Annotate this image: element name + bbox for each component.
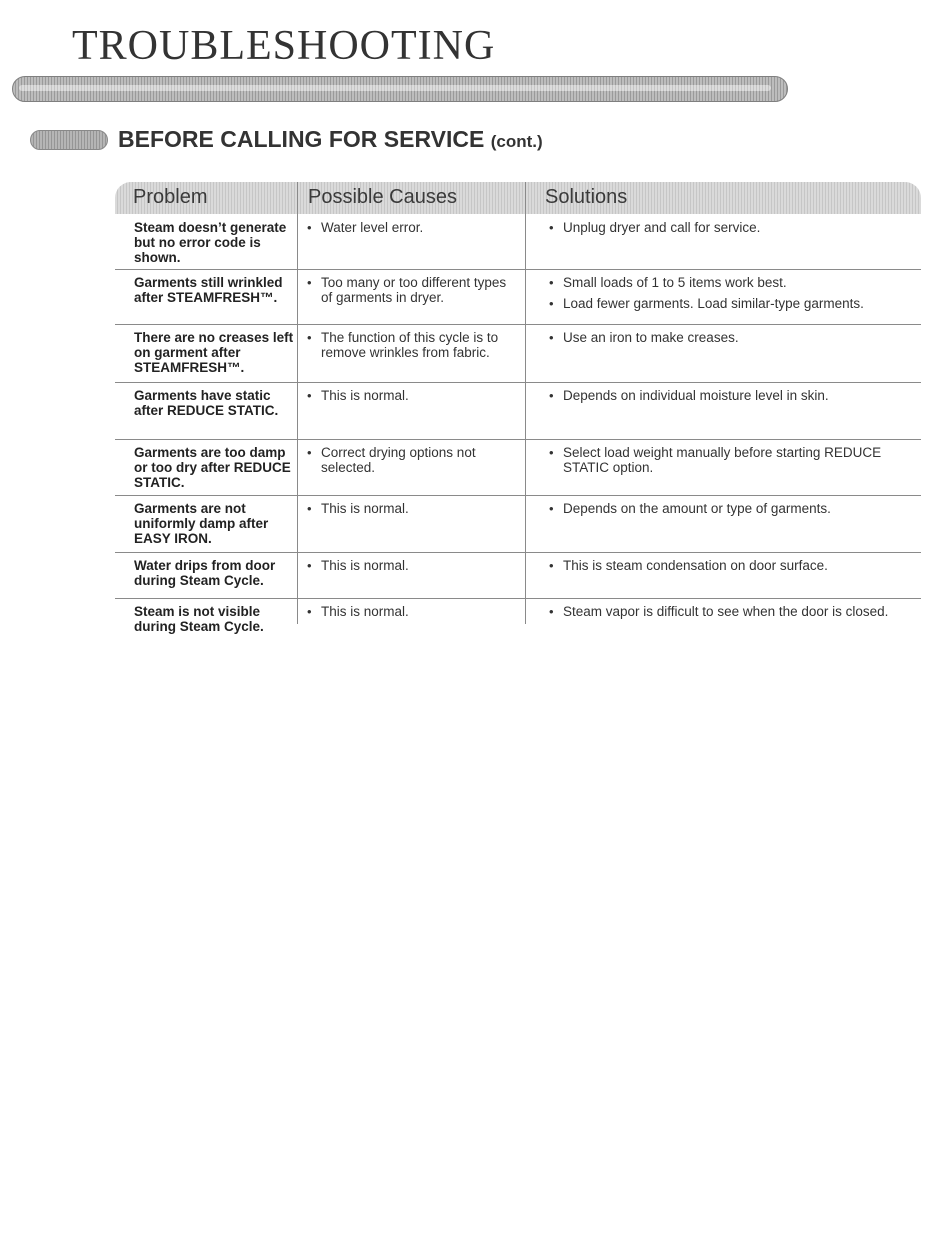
- table-row: [115, 439, 921, 496]
- bullet-text: The function of this cycle is to remove wrinkles from fabric.: [321, 330, 499, 360]
- solution-cell: [549, 388, 919, 409]
- problem-cell: Garments are too damp or too dry after REDUCE STATIC.: [134, 445, 291, 490]
- bullet-item: [307, 388, 517, 403]
- bullet-text: This is steam condensation on door surface.: [563, 558, 828, 573]
- troubleshooting-table: [115, 182, 921, 634]
- bullet-item: [549, 501, 919, 516]
- solution-cell: [549, 330, 919, 351]
- table-header: [115, 182, 921, 214]
- solution-cell: [549, 220, 919, 241]
- table-row: [115, 214, 921, 270]
- bullet-item: [307, 604, 517, 619]
- bullet-item: [549, 388, 919, 403]
- bullet-icon: •: [549, 296, 554, 311]
- bullet-icon: •: [549, 220, 554, 235]
- section-heading-suffix: (cont.): [490, 132, 543, 151]
- header-solutions: Solutions: [545, 186, 628, 208]
- bullet-text: This is normal.: [321, 388, 409, 403]
- table-row: [115, 324, 921, 383]
- bullet-item: [549, 604, 919, 619]
- bullet-item: [307, 330, 517, 360]
- bullet-item: [549, 220, 919, 235]
- section-pill-decoration: [30, 130, 108, 150]
- bullet-text: Depends on individual moisture level in skin.: [563, 388, 829, 403]
- bullet-text: Water level error.: [321, 220, 424, 235]
- bullet-item: [549, 296, 919, 311]
- solution-cell: [549, 445, 919, 481]
- cause-cell: [307, 330, 517, 366]
- problem-cell: Water drips from door during Steam Cycle.: [134, 558, 276, 588]
- bullet-icon: •: [307, 604, 312, 619]
- cause-cell: [307, 220, 517, 241]
- problem-cell: Garments still wrinkled after STEAMFRESH™.: [134, 275, 283, 305]
- table-row: [115, 269, 921, 325]
- bullet-text: Correct drying options not selected.: [321, 445, 476, 475]
- cause-cell: [307, 445, 517, 481]
- bullet-icon: •: [549, 330, 554, 345]
- bullet-item: [307, 445, 517, 475]
- cause-cell: [307, 275, 517, 311]
- bullet-item: [549, 330, 919, 345]
- bullet-icon: •: [307, 558, 312, 573]
- header-possible-causes: Possible Causes: [308, 186, 457, 208]
- cause-cell: [307, 604, 517, 625]
- table-row: [115, 598, 921, 658]
- page-title: TROUBLESHOOTING: [72, 23, 496, 69]
- bullet-icon: •: [307, 388, 312, 403]
- header-problem: Problem: [133, 186, 208, 208]
- bullet-item: [307, 275, 517, 305]
- bullet-icon: •: [549, 388, 554, 403]
- solution-cell: [549, 275, 919, 317]
- bullet-text: Too many or too different types of garments in dryer.: [321, 275, 507, 305]
- bullet-item: [549, 275, 919, 290]
- bullet-text: Use an iron to make creases.: [563, 330, 739, 345]
- bullet-text: Small loads of 1 to 5 items work best.: [563, 275, 787, 290]
- bullet-item: [549, 445, 919, 475]
- section-heading-text: BEFORE CALLING FOR SERVICE: [118, 126, 485, 152]
- table-row: [115, 552, 921, 599]
- bullet-text: This is normal.: [321, 558, 409, 573]
- title-decorative-bar: [12, 76, 788, 102]
- bullet-item: [307, 558, 517, 573]
- problem-cell: Steam is not visible during Steam Cycle.: [134, 604, 264, 634]
- problem-cell: Steam doesn’t generate but no error code is shown.: [134, 220, 287, 265]
- problem-cell: Garments are not uniformly damp after EASY IRON.: [134, 501, 269, 546]
- bullet-text: Unplug dryer and call for service.: [563, 220, 761, 235]
- section-heading: [118, 126, 543, 153]
- bullet-icon: •: [549, 604, 554, 619]
- bullet-text: Load fewer garments. Load similar-type garments.: [563, 296, 864, 311]
- bullet-item: [307, 220, 517, 235]
- table-row: [115, 382, 921, 440]
- problem-cell: Garments have static after REDUCE STATIC.: [134, 388, 279, 418]
- bullet-text: This is normal.: [321, 501, 409, 516]
- solution-cell: [549, 558, 919, 579]
- bullet-item: [549, 558, 919, 573]
- bullet-icon: •: [549, 445, 554, 460]
- bullet-icon: •: [549, 558, 554, 573]
- solution-cell: [549, 501, 919, 522]
- bullet-icon: •: [307, 445, 312, 460]
- bullet-text: This is normal.: [321, 604, 409, 619]
- cause-cell: [307, 501, 517, 522]
- bullet-text: Steam vapor is difficult to see when the door is closed.: [563, 604, 889, 619]
- bullet-icon: •: [307, 220, 312, 235]
- bullet-icon: •: [549, 501, 554, 516]
- bullet-icon: •: [307, 275, 312, 290]
- cause-cell: [307, 558, 517, 579]
- bullet-icon: •: [307, 330, 312, 345]
- bullet-icon: •: [307, 501, 312, 516]
- bullet-text: Depends on the amount or type of garments.: [563, 501, 831, 516]
- solution-cell: [549, 604, 919, 625]
- table-row: [115, 495, 921, 553]
- bullet-text: Select load weight manually before starting REDUCE STATIC option.: [563, 445, 882, 475]
- cause-cell: [307, 388, 517, 409]
- problem-cell: There are no creases left on garment after STEAMFRESH™.: [134, 330, 294, 375]
- bullet-item: [307, 501, 517, 516]
- bullet-icon: •: [549, 275, 554, 290]
